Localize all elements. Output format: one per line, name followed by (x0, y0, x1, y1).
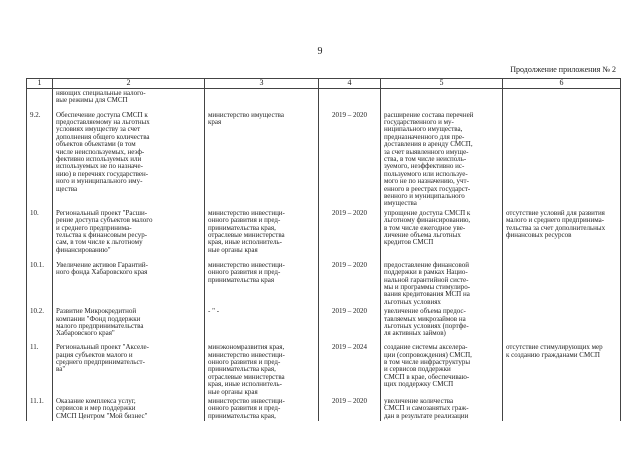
header-cell: 4 (319, 79, 381, 89)
executor-cell: минэкономразвития края, министерство инвестици- онного развития и пред- принимательства края, отраслевые министерства края, иные исполнитель- ные органы края (205, 343, 319, 397)
measure-cell: Развитие Микрокредитной компании "Фонд поддержки малого предпринимательства Хабаровского края" (53, 307, 205, 343)
risk-cell: отсутствие условий для развития малого и среднего предпринима- тельства за счет дополнительных финансовых ресурсов (503, 209, 621, 261)
result-cell: расширение состава перечней государственного и му- ниципального имущества, предназначенного для пре- доставления в аренду СМСП, за счет выявленного имуще- ства, в том числе неисполь- зуемого, неэффективно ис- пользуемого или используе- мого не по назначению, учт- енного в реестрах государст- венного и муниципального имущества (381, 111, 503, 209)
executor-cell: - " - (205, 307, 319, 343)
header-row (27, 79, 621, 89)
period-cell: 2019 – 2020 (319, 209, 381, 261)
executor-cell: министерство имущества края (205, 111, 319, 209)
result-cell (381, 89, 503, 111)
table-row (27, 397, 621, 421)
period-cell: 2019 – 2024 (319, 343, 381, 397)
risk-cell (503, 89, 621, 111)
measure-cell: Увеличение активов Гарантий- ного фонда Хабаровского края (53, 261, 205, 307)
executor-cell: министерство инвестици- онного развития и пред- принимательства края, отраслевые министерства края, иные исполнитель- ные органы края (205, 209, 319, 261)
risk-cell: отсутствие стимулирующих мер к созданию гражданами СМСП (503, 343, 621, 397)
header-cell: 5 (381, 79, 503, 89)
measure-cell: Оказание комплекса услуг, сервисов и мер поддержки СМСП Центром "Мой бизнес" (53, 397, 205, 421)
period-cell: 2019 – 2020 (319, 261, 381, 307)
header-cell: 1 (27, 79, 53, 89)
executor-cell: министерство инвестици- онного развития и пред- принимательства края (205, 261, 319, 307)
period-cell: 2019 – 2020 (319, 397, 381, 421)
risk-cell (503, 261, 621, 307)
result-cell: увеличение количества СМСП и самозанятых граж- дан в результате реализации (381, 397, 503, 421)
result-cell: увеличение объема предос- тавляемых микрозаймов на льготных условиях (портфе- ля активных займов) (381, 307, 503, 343)
table-row (27, 307, 621, 343)
header-cell: 2 (53, 79, 205, 89)
row-number: 11. (27, 343, 53, 397)
row-number: 10. (27, 209, 53, 261)
period-cell: 2019 – 2020 (319, 307, 381, 343)
period-cell: 2019 – 2020 (319, 111, 381, 209)
measure-cell: Региональный проект "Расши- рение доступа субъектов малого и среднего предпринима- тельства к финансовым ресур- сам, в том числе к льготному финансированию" (53, 209, 205, 261)
result-cell: упрощение доступа СМСП к льготному финансированию, в том числе ежегодное уве- личение объема льготных кредитов СМСП (381, 209, 503, 261)
measure-cell: Региональный проект "Акселе- рация субъектов малого и среднего предпринимательст- ва" (53, 343, 205, 397)
measure-cell: няющих специальные налого- вые режимы для СМСП (53, 89, 205, 111)
result-cell: предоставление финансовой поддержки в рамках Нацио- нальной гарантийной систе- мы и программы стимулиро- вания кредитования МСП на льготных условиях (381, 261, 503, 307)
executor-cell: министерство инвестици- онного развития и пред- принимательства края, (205, 397, 319, 421)
row-number: 10.1. (27, 261, 53, 307)
row-number: 10.2. (27, 307, 53, 343)
table-row (27, 209, 621, 261)
row-number (27, 89, 53, 111)
risk-cell (503, 111, 621, 209)
row-number: 11.1. (27, 397, 53, 421)
header-cell: 6 (503, 79, 621, 89)
header-cell: 3 (205, 79, 319, 89)
table-row (27, 89, 621, 111)
table-row (27, 261, 621, 307)
result-cell: создание системы акселера- ции (сопровождения) СМСП, в том числе инфраструктуры и сервисов поддержки СМСП в крае, обеспечиваю- щих поддержку СМСП (381, 343, 503, 397)
appendix-table (26, 78, 621, 421)
table-row (27, 343, 621, 397)
row-number: 9.2. (27, 111, 53, 209)
executor-cell (205, 89, 319, 111)
measure-cell: Обеспечение доступа СМСП к предоставляемому на льготных условиях имуществу за счет дополнения общего количества объектов объектами (в том числе неиспользуемых, неэф- фективно используемых или используемых не по назначе- нию) в перечнях государствен- ного и муниципального иму- щества (53, 111, 205, 209)
period-cell (319, 89, 381, 111)
page-number: 9 (317, 46, 323, 57)
continuation-label: Продолжение приложения № 2 (510, 65, 616, 74)
risk-cell (503, 397, 621, 421)
risk-cell (503, 307, 621, 343)
table-row (27, 111, 621, 209)
